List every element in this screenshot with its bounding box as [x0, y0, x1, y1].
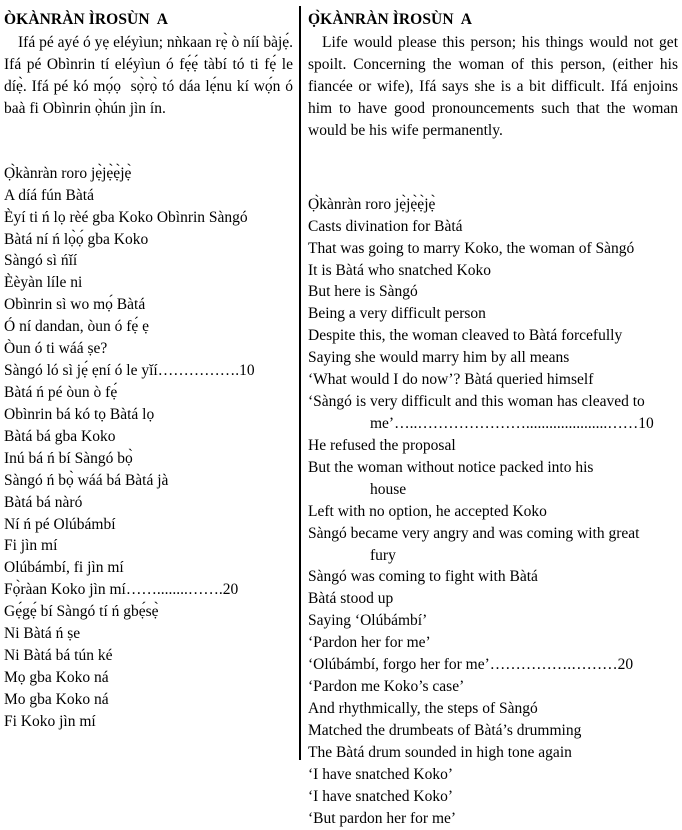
verse-line: ‘I have snatched Koko’: [308, 787, 454, 805]
verse-line: The Bàtá drum sounded in high tone again: [308, 743, 572, 761]
verse-line: Ọ̀kànràn roro jẹ̀jẹ̀ẹ̀jẹ̀: [308, 195, 436, 213]
yoruba-intro-paragraph: Ifá pé ayé ó yẹ eléyìun; nǹkaan rẹ̀ ò níí bàjẹ́. Ifá pé Obìnrin tí eléyìun ó fẹ́ẹ́ tàbí tó ti fẹ́ le díẹ̀. Ifá pé kó mọ́ọ sọ̀rọ̀ tó dáa lẹ́nu kí wọ́n ó baà fi Obìnrin ọ̀hún jìn ín.: [4, 33, 297, 117]
verse-line: ‘Sàngó is very difficult and this woman has cleaved to: [308, 393, 645, 411]
verse-line: Bàtá ní ń lọ̀ọ́ gba Koko: [4, 230, 149, 248]
verse-line: Saying she would marry him by all means: [308, 349, 570, 367]
verse-line: house: [370, 480, 407, 498]
verse-line: ‘But pardon her for me’: [308, 809, 457, 827]
verse-line: Obìnrin sì wo mọ́ Bàtá: [4, 296, 146, 314]
verse-line: Sàngó ló sì jẹ́ ẹní ó le yǐí…………….10: [4, 362, 255, 380]
verse-line: fury: [370, 546, 396, 564]
english-intro-paragraph: Life would please this person; his things would not get spoilt. Concerning the woman of this person, (either his fiancée or wife), Ifá says she is a bit difficult. Ifá enjoins him to have good pronouncements such that the woman would be his wife permanently.: [308, 33, 682, 139]
english-spacer: [308, 142, 678, 194]
verse-line: Olúbámbí, fi jìn mí: [4, 559, 124, 577]
verse-line: Fi Koko jìn mí: [4, 712, 96, 730]
verse-line: But the woman without notice packed into his: [308, 458, 594, 476]
verse-line: Sàngó became very angry and was coming with great: [308, 524, 640, 542]
verse-line: Ni Bàtá ń ṣe: [4, 625, 81, 643]
verse-line: Inú bá ń bí Sàngó bọ̀: [4, 449, 133, 467]
verse-line: ‘What would I do now’? Bàtá queried himself: [308, 371, 594, 389]
verse-line: Èyí ti ń lọ rèé gba Koko Obìnrin Sàngó: [4, 208, 248, 226]
verse-line: ‘Pardon me Koko’s case’: [308, 678, 465, 696]
verse-line: Ní ń pé Olúbámbí: [4, 515, 116, 533]
verse-line: Mọ gba Koko ná: [4, 668, 109, 686]
yoruba-spacer: [4, 120, 293, 163]
verse-line: Èèyàn líle ni: [4, 274, 83, 292]
verse-line: Gẹ́gẹ́ bí Sàngó tí ń gbẹ́sẹ̀: [4, 603, 159, 621]
verse-line: Bàtá ń pé òun ò fẹ́: [4, 383, 118, 401]
verse-line: ‘I have snatched Koko’: [308, 765, 454, 783]
verse-line: Bàtá bá nàró: [4, 493, 83, 511]
verse-line: Sàngó was coming to fight with Bàtá: [308, 568, 538, 586]
verse-line: Fi jìn mí: [4, 537, 58, 555]
verse-line: Òun ó ti wáá ṣe?: [4, 340, 108, 358]
verse-line: Casts divination for Bàtá: [308, 217, 463, 235]
verse-line: Obìnrin bá kó tọ Bàtá lọ: [4, 405, 155, 423]
yoruba-column: [0, 0, 299, 766]
verse-line: Left with no option, he accepted Koko: [308, 502, 547, 520]
verse-line: Ó ní dandan, òun ó fẹ́ ẹ: [4, 318, 150, 336]
verse-line: Matched the drumbeats of Bàtá’s drumming: [308, 721, 582, 739]
verse-line: But here is Sàngó: [308, 283, 418, 301]
verse-line: Bàtá stood up: [308, 590, 394, 608]
yoruba-heading: ÒKÀNRÀN ÌROSÙN A: [4, 11, 169, 28]
verse-line: me’…..………………….....................……10: [370, 414, 654, 432]
verse-line: Despite this, the woman cleaved to Bàtá forcefully: [308, 327, 623, 345]
verse-line: ‘Olúbámbí, forgo her for me’…………….………20: [308, 656, 634, 674]
verse-line: Sàngó sì ńǐí: [4, 252, 78, 270]
verse-line: ‘Pardon her for me’: [308, 634, 431, 652]
verse-line: Mo gba Koko ná: [4, 690, 109, 708]
verse-line: Saying ‘Olúbámbí’: [308, 612, 428, 630]
english-column: [301, 0, 682, 827]
verse-line: Sàngó ń bọ̀ wáá bá Bàtá jà: [4, 471, 169, 489]
verse-line: That was going to marry Koko, the woman of Sàngó: [308, 239, 635, 257]
verse-line: He refused the proposal: [308, 436, 456, 454]
verse-line: Ni Bàtá bá tún ké: [4, 647, 113, 665]
verse-line: A díá fún Bàtá: [4, 186, 94, 204]
verse-line: Being a very difficult person: [308, 305, 486, 323]
yoruba-verse-list: [4, 163, 293, 733]
verse-line: Ọ̀kànràn roro jẹ̀jẹ̀ẹ̀jẹ̀: [4, 164, 132, 182]
english-heading: Ọ̀KÀNRÀN ÌROSÙN A: [308, 11, 473, 28]
verse-line: And rhythmically, the steps of Sàngó: [308, 699, 538, 717]
verse-line: It is Bàtá who snatched Koko: [308, 261, 491, 279]
english-verse-list: [308, 194, 678, 830]
verse-line: Fọ̀ràan Koko jìn mí……........…….20: [4, 581, 239, 599]
verse-line: Bàtá bá gba Koko: [4, 427, 116, 445]
